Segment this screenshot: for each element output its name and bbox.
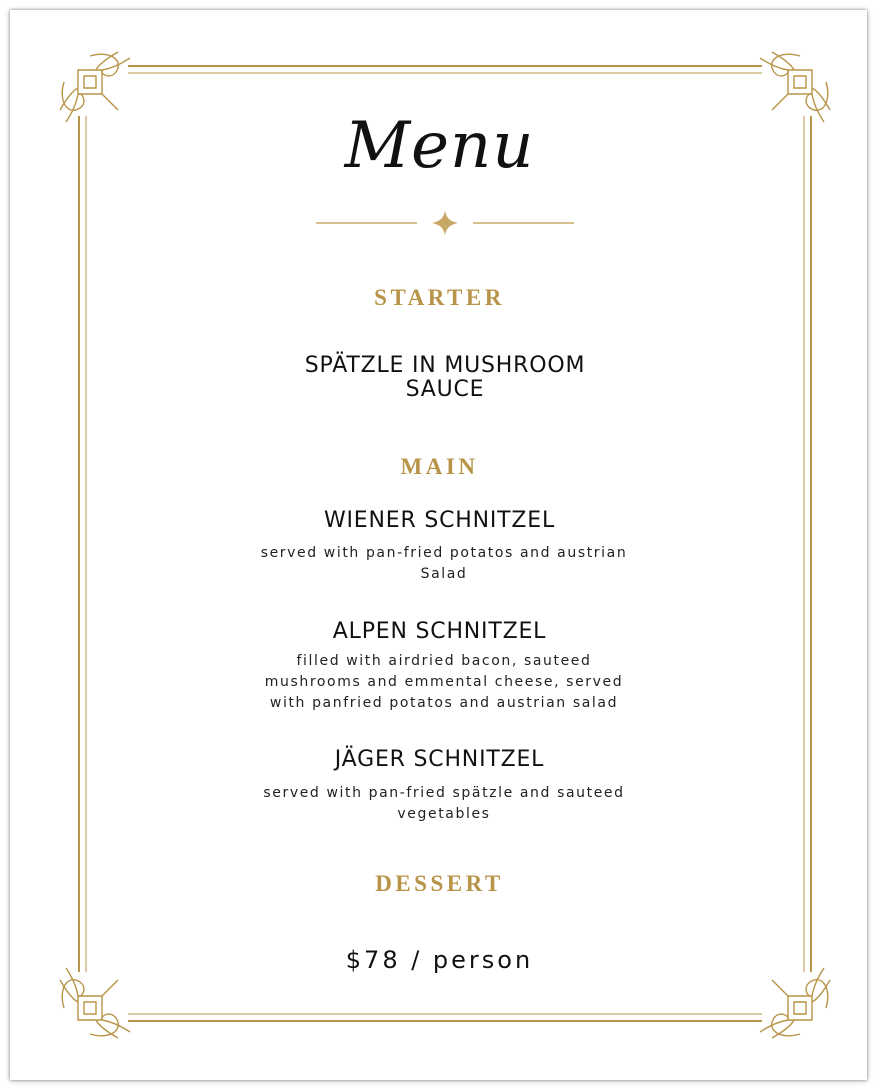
price-per-person: $78 / person [345,946,534,974]
dish-description: served with pan-fried spätzle and sauteed vegetables [263,785,625,822]
dish-name: JÄGER SCHNITZEL [334,747,545,772]
menu-title: Menu [344,109,535,183]
dish-description: served with pan-fried potatos and austrian Salad [260,545,628,582]
section-heading-main: MAIN [400,454,479,479]
dish-name: SPÄTZLE IN MUSHROOM SAUCE [304,353,586,402]
section-heading-starter: STARTER [374,285,505,310]
section-heading-dessert: DESSERT [375,871,504,896]
dish-name: WIENER SCHNITZEL [323,508,556,533]
title-divider-ornament [314,210,576,236]
dish-description: filled with airdried bacon, sauteed mushrooms and emmental cheese, served with panfried potatos and austrian salad [264,653,624,711]
dish-name: ALPEN SCHNITZEL [332,619,547,644]
